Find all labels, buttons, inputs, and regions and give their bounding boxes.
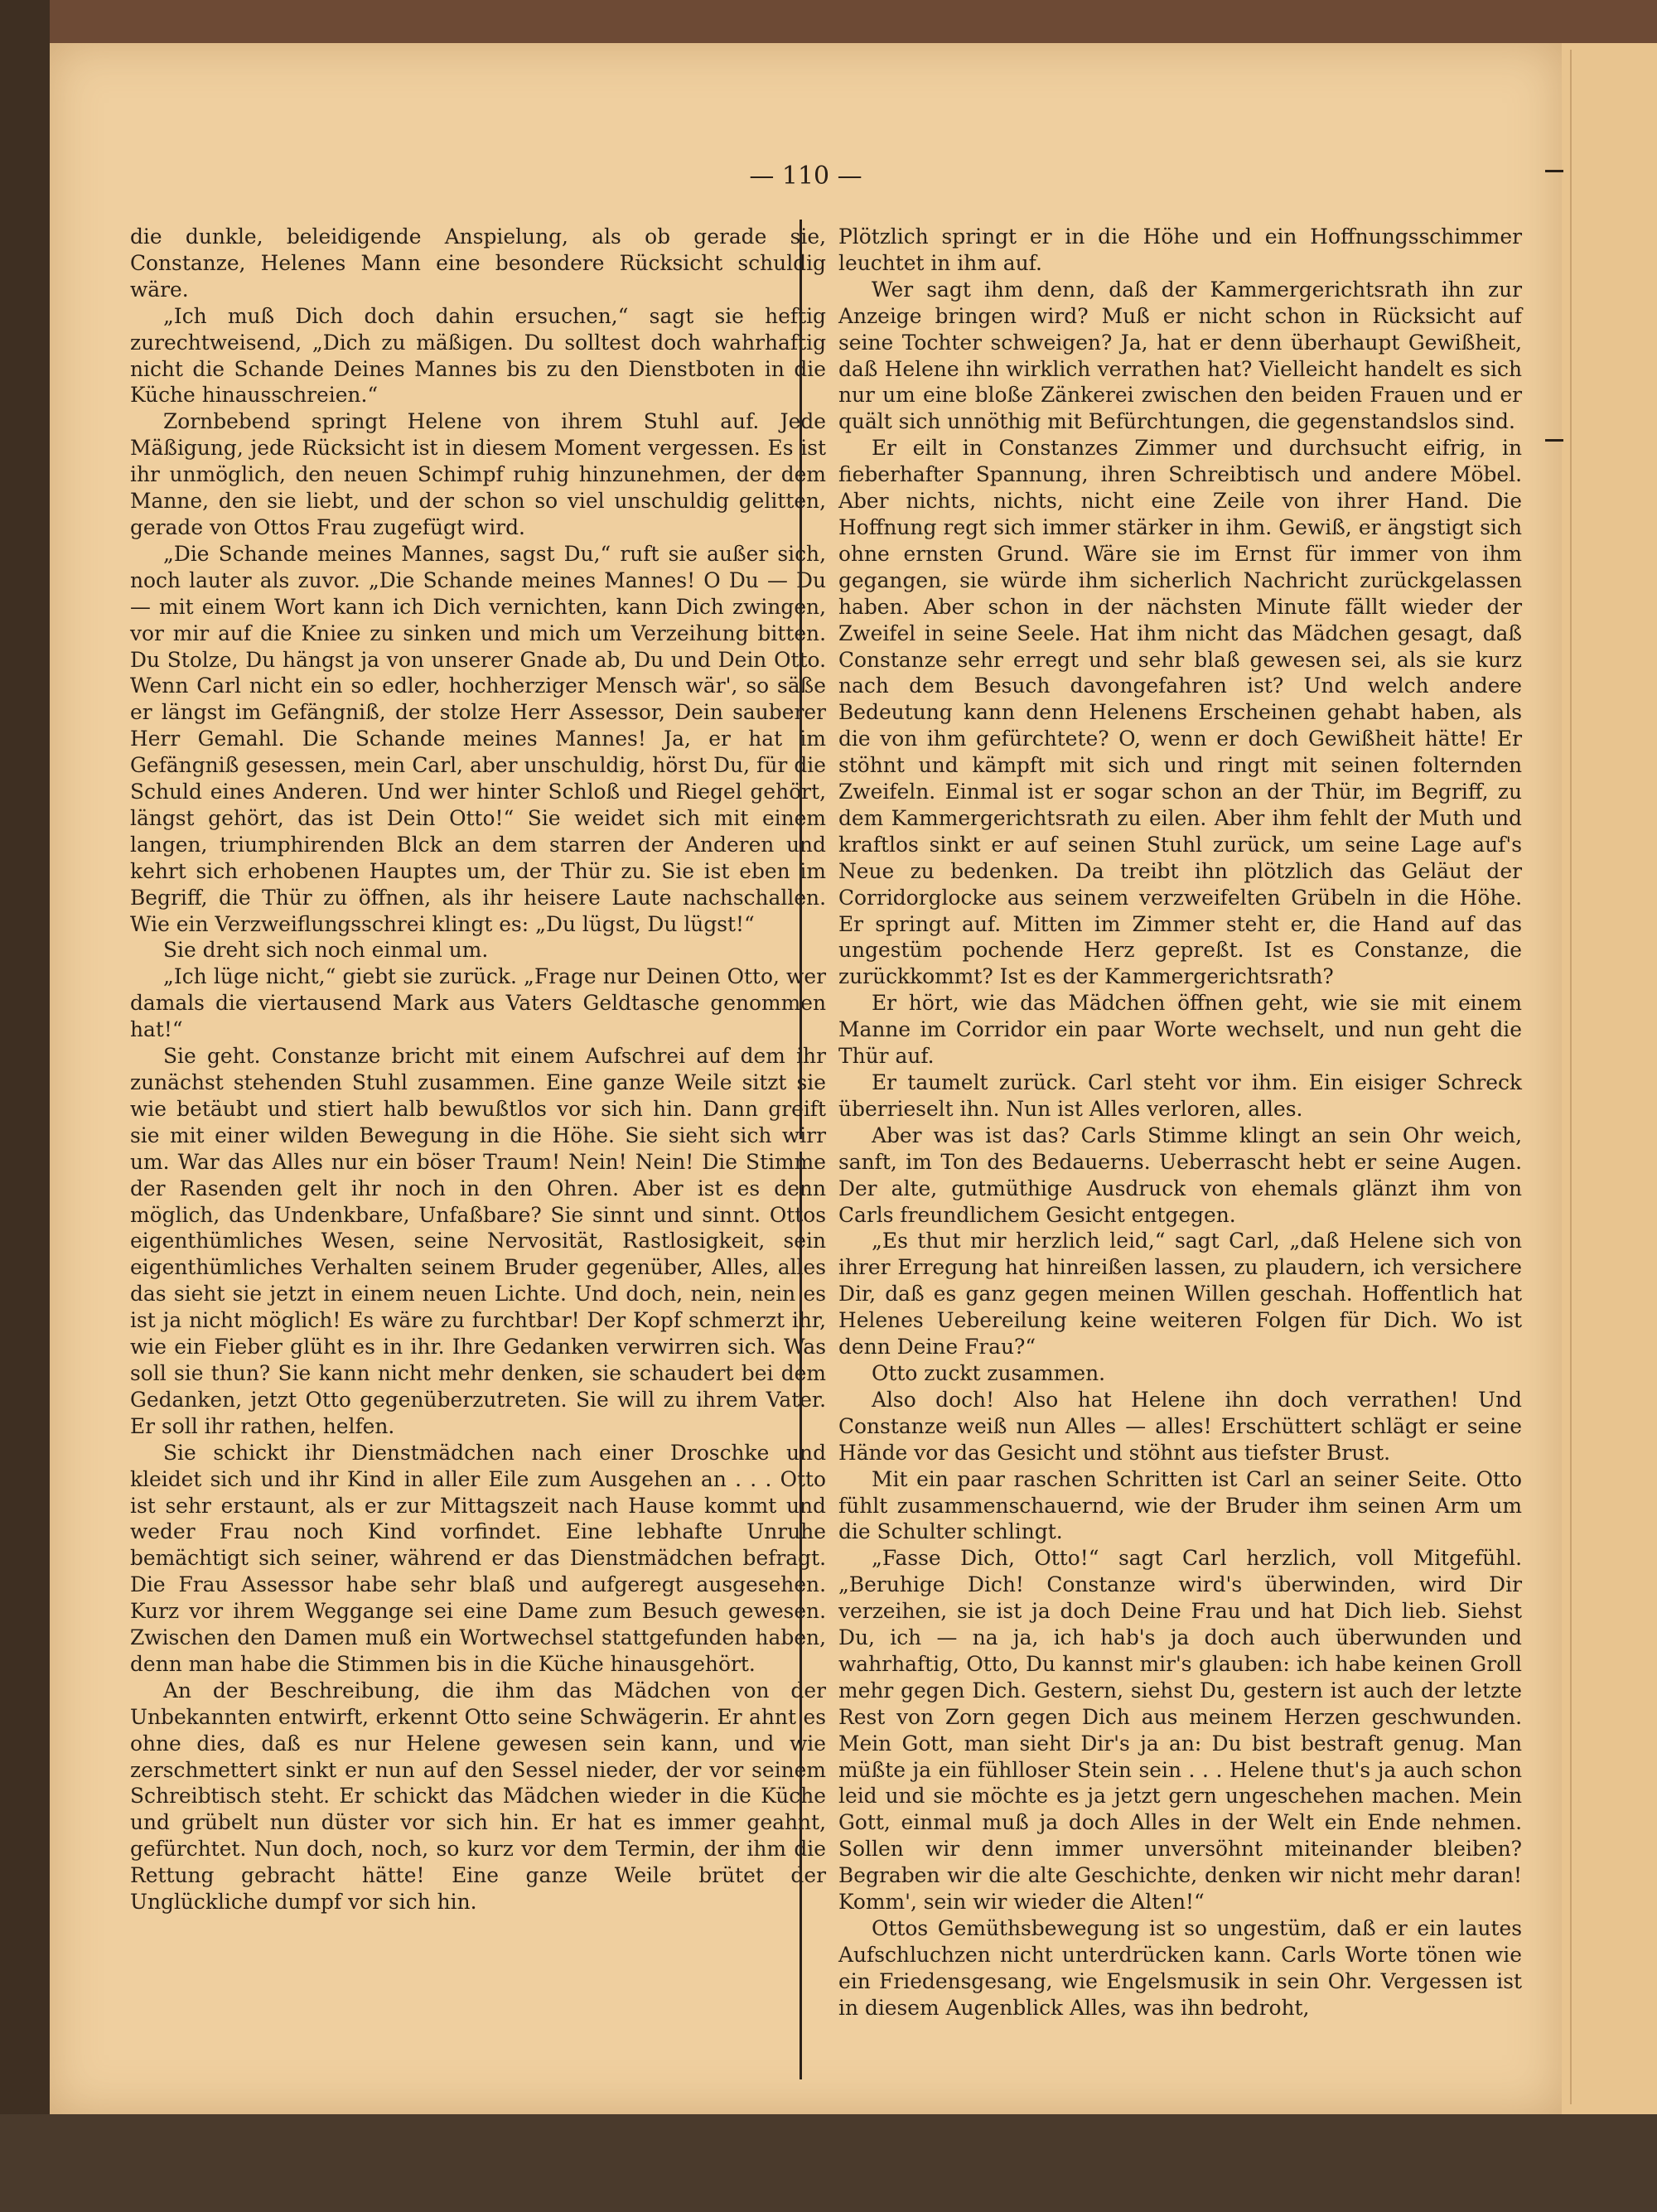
right-column xyxy=(838,224,1522,2021)
page-right-margin xyxy=(1562,43,1657,2114)
paragraph: Sie schickt ihr Dienstmädchen nach einer Droschke und kleidet sich und ihr Kind in aller Eile zum Ausgehen an . . . Otto ist sehr erstaunt, als er zur Mittagszeit nach Hause kommt und weder Frau noch Kind vorfindet. Eine lebhafte Unruhe bemächtigt sich seiner, während er das Dienstmädchen befragt. Die Frau Assessor habe sehr blaß und aufgeregt ausgesehen. Kurz vor ihrem Weggange sei eine Dame zum Besuch gewesen. Zwischen den Damen muß ein Wortwechsel stattgefunden haben, denn man habe die Stimmen bis in die Küche hinausgehört. xyxy=(130,1440,826,1676)
paragraph: „Ich muß Dich doch dahin ersuchen,“ sagt sie heftig zurechtweisend, „Dich zu mäßigen. Du solltest doch wahrhaftig nicht die Schande Deines Mannes bis zu den Dienstboten in die Küche hinausschreien.“ xyxy=(130,303,826,408)
paragraph: Aber was ist das? Carls Stimme klingt an sein Ohr weich, sanft, im Ton des Bedauerns. Ueberrascht hebt er seine Augen. Der alte, gutmüthige Ausdruck von ehemals glänzt ihm von Carls freundlichem Gesicht entgegen. xyxy=(838,1123,1522,1227)
paragraph: „Die Schande meines Mannes, sagst Du,“ ruft sie außer sich, noch lauter als zuvor. „Die Schande meines Mannes! O Du — Du — mit einem Wort kann ich Dich vernichten, kann Dich zwingen, vor mir auf die Kniee zu sinken und mich um Verzeihung bitten. Du Stolze, Du hängst ja von unserer Gnade ab, Du und Dein Otto. Wenn Carl nicht ein so edler, hochherziger Mensch wär', so säße er längst im Gefängniß, der stolze Herr Assessor, Dein sauberer Herr Gemahl. Die Schande meines Mannes! Ja, er hat im Gefängniß gesessen, mein Carl, aber unschuldig, hörst Du, für die Schuld eines Anderen. Und wer hinter Schloß und Riegel gehört, längst gehört, das ist Dein Otto!“ Sie weidet sich mit einem langen, triumphirenden Blck an dem starren der Anderen und kehrt sich erhobenen Hauptes um, der Thür zu. Sie ist eben im Begriff, die Thür zu öffnen, als ihr heisere Laute nachschallen. Wie ein Verzweiflungsschrei klingt es: „Du lügst, Du lügst!“ xyxy=(130,541,826,936)
paragraph: Otto zuckt zusammen. xyxy=(872,1360,1106,1385)
paragraph: Wer sagt ihm denn, daß der Kammergerichtsrath ihn zur Anzeige bringen wird? Muß er nicht schon in Rücksicht auf seine Tochter schweigen? Ja, hat er denn überhaupt Gewißheit, daß Helene ihn wirklich verrathen hat? Vielleicht handelt es sich nur um eine bloße Zänkerei zwischen den beiden Frauen und er quält sich unnöthig mit Befürchtungen, die gegenstandslos sind. xyxy=(838,277,1522,434)
paragraph: Mit ein paar raschen Schritten ist Carl an seiner Seite. Otto fühlt zusammenschauernd, wie der Bruder ihm seinen Arm um die Schulter schlingt. xyxy=(838,1466,1522,1544)
page-number: — 110 — xyxy=(749,162,862,191)
paragraph: Sie geht. Constanze bricht mit einem Aufschrei auf dem ihr zunächst stehenden Stuhl zusammen. Eine ganze Weile sitzt sie wie betäubt und stiert halb bewußtlos vor sich hin. Dann greift sie mit einer wilden Bewegung in die Höhe. Sie sieht sich wirr um. War das Alles nur ein böser Traum! Nein! Nein! Die Stimme der Rasenden gelt ihr noch in den Ohren. Aber ist es denn möglich, das Undenkbare, Unfaßbare? Sie sinnt und sinnt. Ottos eigenthümliches Wesen, seine Nervosität, Rastlosigkeit, sein eigenthümliches Verhalten seinem Bruder gegenüber, Alles, alles das sieht sie jetzt in einem neuen Lichte. Und doch, nein, nein es ist ja nicht möglich! Es wäre zu furchtbar! Der Kopf schmerzt ihr, wie ein Fieber glüht es in ihr. Ihre Gedanken verwirren sich. Was soll sie thun? Sie kann nicht mehr denken, sie schaudert bei dem Gedanken, jetzt Otto gegenüberzutreten. Sie will zu ihrem Vater. Er soll ihr rathen, helfen. xyxy=(130,1044,826,1438)
page-fold-line xyxy=(1570,50,1572,2104)
paragraph: Also doch! Also hat Helene ihn doch verrathen! Und Constanze weiß nun Alles — alles! Erschüttert schlägt er seine Hände vor das Gesicht und stöhnt aus tiefster Brust. xyxy=(838,1387,1522,1465)
paragraph: Er hört, wie das Mädchen öffnen geht, wie sie mit einem Manne im Corridor ein paar Worte wechselt, und nun geht die Thür auf. xyxy=(838,991,1522,1069)
paragraph: „Fasse Dich, Otto!“ sagt Carl herzlich, voll Mitgefühl. „Beruhige Dich! Constanze wird's überwinden, wird Dir verzeihen, sie ist ja doch Deine Frau und hat Dich lieb. Siehst Du, ich — na ja, ich hab's ja doch auch überwunden und wahrhaftig, Otto, Du kannst mir's glauben: ich habe keinen Groll mehr gegen Dich. Gestern, siehst Du, gestern ist auch der letzte Rest von Zorn gegen Dich aus meinem Herzen geschwunden. Mein Gott, man sieht Dir's ja an: Du bist bestraft genug. Man müßte ja ein fühlloser Stein sein . . . Helene thut's ja auch schon leid und sie möchte es ja jetzt gern ungeschehen machen. Mein Gott, einmal muß ja doch Alles in der Welt ein Ende nehmen. Sollen wir denn immer unversöhnt miteinander bleiben? Begraben wir die alte Geschichte, denken wir nicht mehr daran! Komm', sein wir wieder die Alten!“ xyxy=(838,1546,1522,1915)
margin-mark xyxy=(1545,439,1563,442)
paragraph: Sie dreht sich noch einmal um. xyxy=(163,938,489,963)
paragraph: Plötzlich springt er in die Höhe und ein Hoffnungsschimmer leuchtet in ihm auf. xyxy=(838,225,1522,275)
margin-mark xyxy=(1545,170,1563,172)
paragraph: Zornbebend springt Helene von ihrem Stuhl auf. Jede Mäßigung, jede Rücksicht ist in diesem Moment vergessen. Es ist ihr unmöglich, den neuen Schimpf ruhig hinzunehmen, der dem Manne, den sie liebt, und der schon so viel unschuldig gelitten, gerade von Ottos Frau zugefügt wird. xyxy=(130,409,826,539)
paragraph: An der Beschreibung, die ihm das Mädchen von der Unbekannten entwirft, erkennt Otto seine Schwägerin. Er ahnt es ohne dies, daß es nur Helene gewesen sein kann, und wie zerschmettert sinkt er nun auf den Sessel nieder, der vor seinem Schreibtisch steht. Er schickt das Mädchen wieder in die Küche und grübelt nun düster vor sich hin. Er hat es immer geahnt, gefürchtet. Nun doch, noch, so kurz vor dem Termin, der ihm die Rettung gebracht hätte! Eine ganze Weile brütet der Unglückliche dumpf vor sich hin. xyxy=(130,1678,826,1915)
book-edge-bottom xyxy=(0,2114,1657,2212)
paragraph: Er taumelt zurück. Carl steht vor ihm. Ein eisiger Schreck überrieselt ihn. Nun ist Alles verloren, alles. xyxy=(838,1070,1522,1121)
left-column xyxy=(130,224,826,1915)
paragraph: „Es thut mir herzlich leid,“ sagt Carl, „daß Helene sich von ihrer Erregung hat hinreißen lassen, zu plaudern, ich versichere Dir, daß es ganz gegen meinen Willen geschah. Hoffentlich hat Helenes Uebereilung keine weiteren Folgen für Dich. Wo ist denn Deine Frau?“ xyxy=(838,1229,1522,1360)
book-binding-left xyxy=(0,0,50,2212)
paragraph: „Ich lüge nicht,“ giebt sie zurück. „Frage nur Deinen Otto, wer damals die viertausend Mark aus Vaters Geldtasche genommen hat!“ xyxy=(130,964,826,1042)
paragraph: die dunkle, beleidigende Anspielung, als ob gerade sie, Constanze, Helenes Mann eine besondere Rücksicht schuldig wäre. xyxy=(130,225,826,302)
paragraph: Ottos Gemüthsbewegung ist so ungestüm, daß er ein lautes Aufschluchzen nicht unterdrücken kann. Carls Worte tönen wie ein Friedensgesang, wie Engelsmusik in sein Ohr. Vergessen ist in diesem Augenblick Alles, was ihn bedroht, xyxy=(838,1916,1522,2020)
paragraph: Er eilt in Constanzes Zimmer und durchsucht eifrig, in fieberhafter Spannung, ihren Schreibtisch und andere Möbel. Aber nichts, nichts, nicht eine Zeile von ihrer Hand. Die Hoffnung regt sich immer stärker in ihm. Gewiß, er ängstigt sich ohne ernsten Grund. Wäre sie im Ernst für immer von ihm gegangen, sie würde ihm sicherlich Nachricht zurückgelassen haben. Aber schon in der nächsten Minute fällt wieder der Zweifel in seine Seele. Hat ihm nicht das Mädchen gesagt, daß Constanze sehr erregt und sehr blaß gewesen sei, als sie kurz nach dem Besuch davongefahren ist? Und welch andere Bedeutung kann denn Helenens Erscheinen gehabt haben, als die von ihm gefürchtete? O, wenn er doch Gewißheit hätte! Er stöhnt und kämpft mit sich und ringt mit seinen folternden Zweifeln. Einmal ist er sogar schon an der Thür, im Begriff, zu dem Kammergerichtsrath zu eilen. Aber ihm fehlt der Muth und kraftlos sinkt er auf seinen Stuhl zurück, um seine Lage auf's Neue zu bedenken. Da treibt ihn plötzlich das Geläut der Corridorglocke aus seinem verzweifelten Grübeln in die Höhe. Er springt auf. Mitten im Zimmer steht er, die Hand auf das ungestüm pochende Herz gepreßt. Ist es Constanze, die zurückkommt? Ist es der Kammergerichtsrath? xyxy=(838,436,1522,989)
